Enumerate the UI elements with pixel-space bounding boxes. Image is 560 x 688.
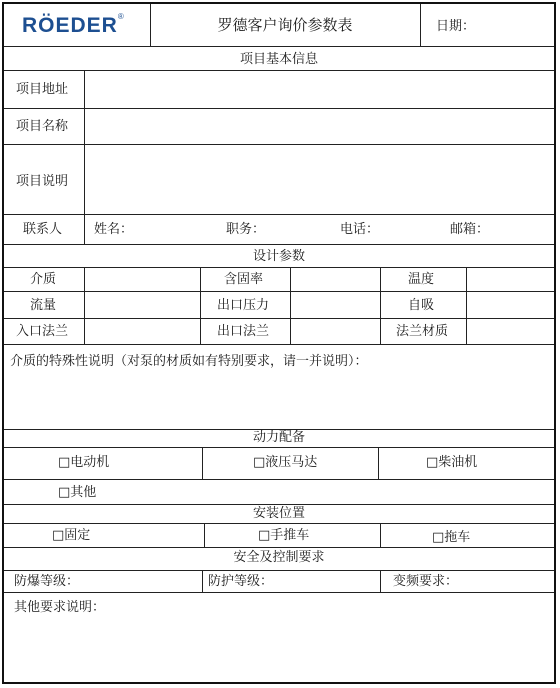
contact-name-label[interactable]: 姓名： (94, 222, 134, 237)
power-option-electric-motor[interactable]: □电动机 (58, 455, 110, 470)
row-line (4, 267, 554, 268)
power-option-hydraulic-motor[interactable]: □液压马达 (253, 455, 318, 470)
grid-divider (290, 267, 291, 344)
row-line (4, 504, 554, 505)
outlet-pressure-label: 出口压力 (217, 298, 270, 313)
grid-divider (378, 447, 379, 479)
other-requirements-field[interactable] (4, 618, 554, 682)
mounting-option-trailer[interactable]: □拖车 (432, 530, 471, 545)
protection-grade-label[interactable]: 防护等级： (208, 574, 274, 589)
solid-content-label: 含固率 (224, 272, 264, 287)
section-title-design-params: 设计参数 (252, 249, 305, 264)
flange-material-label: 法兰材质 (396, 324, 449, 339)
section-title-mounting: 安装位置 (252, 506, 305, 521)
row-line (4, 570, 554, 571)
project-description-field[interactable] (85, 145, 554, 213)
flow-label: 流量 (30, 298, 57, 313)
contact-position-label[interactable]: 职务： (226, 222, 266, 237)
row-line (4, 523, 554, 524)
roeder-logo (22, 14, 125, 38)
medium-label: 介质 (30, 272, 57, 287)
grid-divider (466, 267, 467, 344)
other-requirements-label: 其他要求说明： (14, 600, 106, 615)
contact-phone-label[interactable]: 电话： (340, 222, 380, 237)
row-line (4, 318, 554, 319)
row-line (4, 447, 554, 448)
project-address-field[interactable] (85, 71, 554, 107)
row-line (4, 214, 554, 215)
grid-divider (380, 523, 381, 547)
power-option-other[interactable]: □其他 (58, 485, 97, 500)
frequency-requirement-label[interactable]: 变频要求： (393, 574, 459, 589)
mounting-option-hand-cart[interactable]: □手推车 (258, 528, 310, 543)
temperature-label: 温度 (408, 272, 435, 287)
section-title-safety: 安全及控制要求 (233, 550, 325, 565)
logo-text: RÖEDER (22, 14, 118, 37)
grid-divider (200, 267, 201, 344)
registered-mark: ® (117, 12, 125, 21)
power-option-diesel-engine[interactable]: □柴油机 (426, 455, 478, 470)
medium-special-note-label: 介质的特殊性说明（对泵的材质如有特别要求，请一并说明）： (10, 354, 368, 369)
row-line (4, 344, 554, 345)
date-label: 日期： (436, 19, 476, 34)
section-title-power: 动力配备 (252, 430, 305, 445)
outlet-flange-label: 出口法兰 (217, 324, 270, 339)
grid-divider (380, 570, 381, 592)
row-line (4, 592, 554, 593)
mounting-option-fixed[interactable]: □固定 (52, 528, 91, 543)
project-description-label: 项目说明 (16, 174, 69, 189)
grid-divider (380, 267, 381, 344)
grid-divider (204, 523, 205, 547)
section-title-basic-info: 项目基本信息 (239, 52, 318, 67)
row-line (4, 244, 554, 245)
project-address-label: 项目地址 (16, 82, 69, 97)
inquiry-form (2, 2, 556, 684)
row-line (4, 46, 554, 47)
row-line (4, 479, 554, 480)
medium-special-note-field[interactable] (4, 372, 554, 428)
grid-divider (202, 570, 203, 592)
contact-email-label[interactable]: 邮箱： (450, 222, 490, 237)
contact-label: 联系人 (23, 222, 63, 237)
self-priming-label: 自吸 (408, 298, 435, 313)
inlet-flange-label: 入口法兰 (16, 324, 69, 339)
row-line (4, 291, 554, 292)
project-name-field[interactable] (85, 109, 554, 143)
grid-divider (84, 267, 85, 344)
project-name-label: 项目名称 (16, 119, 69, 134)
row-line (4, 547, 554, 548)
form-title: 罗德客户询价参数表 (217, 16, 353, 34)
header-divider-right (420, 4, 421, 46)
grid-divider (202, 447, 203, 479)
contact-divider (84, 214, 85, 244)
explosion-grade-label[interactable]: 防爆等级： (14, 574, 80, 589)
